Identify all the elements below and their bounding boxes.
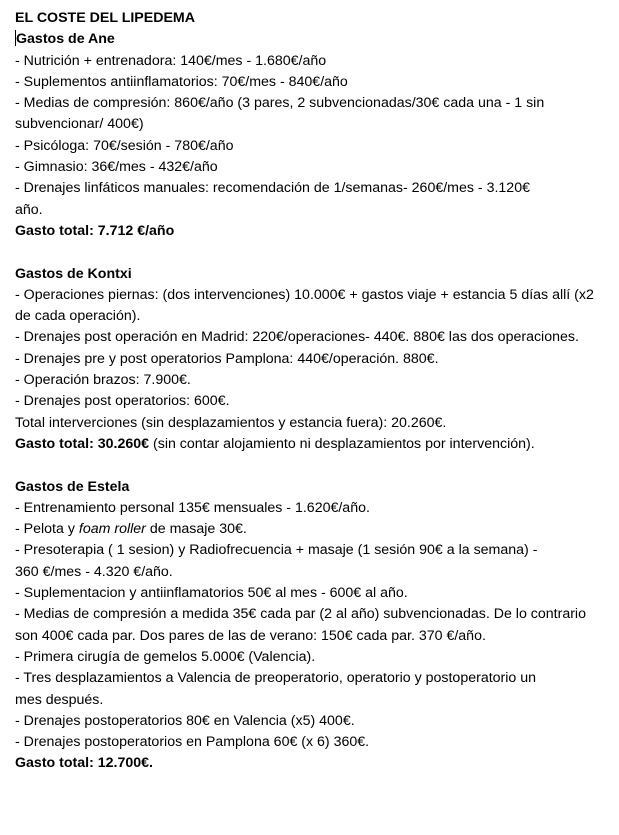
list-item: - Medias de compresión a medida 35€ cada par (2 al año) subvencionadas. De lo contrario son 400€ cada par. Dos pares de las de verano: 150€ cada par. 370 €/año. — [15, 606, 586, 644]
total-kontxi-note: (sin contar alojamiento ni desplazamientos por intervención). — [149, 435, 535, 452]
list-item: - Operación brazos: 7.900€. — [15, 372, 191, 389]
list-item: - Primera cirugía de gemelos 5.000€ (Valencia). — [15, 648, 316, 665]
section-heading-ane-text: Gastos de Ane — [16, 31, 115, 48]
list-item: - Operaciones piernas: (dos intervenciones) 10.000€ + gastos viaje + estancia 5 días allí (x2 de cada operación). — [15, 286, 594, 325]
list-item: - Drenajes post operatorios: 600€. — [15, 393, 230, 410]
total-ane: Gasto total: 7.712 €/año — [15, 222, 175, 239]
list-item: - Psicóloga: 70€/sesión - 780€/año — [15, 137, 234, 154]
list-item: - Drenajes pre y post operatorios Pamplona: 440€/operación. 880€. — [15, 350, 439, 367]
list-item: - Nutrición + entrenadora: 140€/mes - 1.680€/año — [15, 52, 327, 69]
list-item: - Medias de compresión: 860€/año (3 pares, 2 subvencionadas/30€ cada una - 1 sin subvencionar/ 400€) — [15, 95, 545, 133]
list-item: - Entrenamiento personal 135€ mensuales - 1.620€/año. — [15, 499, 370, 516]
total-kontxi — [15, 434, 555, 455]
section-spacer — [15, 242, 609, 263]
total-kontxi-label: Gasto total: 30.260€ — [15, 435, 150, 452]
pelota-text-italic: foam roller — [78, 521, 146, 538]
list-item: - Suplementos antiinflamatorios: 70€/mes - 840€/año — [15, 73, 348, 90]
list-item: - Tres desplazamientos a Valencia de preoperatorio, operatorio y postoperatorio un mes después. — [15, 670, 537, 708]
list-item: - Gimnasio: 36€/mes - 432€/año — [15, 159, 218, 176]
section-heading-ane — [15, 29, 609, 50]
list-item: - Drenajes postoperatorios 80€ en Valencia (x5) 400€. — [15, 712, 355, 729]
list-item: - Drenajes linfáticos manuales: recomendación de 1/semanas- 260€/mes - 3.120€ año. — [15, 180, 530, 218]
section-heading-kontxi: Gastos de Kontxi — [15, 265, 132, 282]
list-item: Total interverciones (sin desplazamientos y estancia fuera): 20.260€. — [15, 414, 447, 431]
section-spacer — [15, 455, 609, 476]
section-heading-estela: Gastos de Estela — [15, 478, 130, 495]
total-estela: Gasto total: 12.700€. — [15, 755, 153, 772]
list-item: - Suplementacion y antiinflamatorios 50€ al mes - 600€ al año. — [15, 585, 408, 602]
list-item: - Drenajes post operación en Madrid: 220€/operaciones- 440€. 880€ las dos operaciones. — [15, 329, 579, 346]
document-title: EL COSTE DEL LIPEDEMA — [15, 10, 195, 26]
pelota-text-after: de masaje 30€. — [145, 521, 247, 538]
list-item-pelota — [15, 519, 609, 540]
pelota-text-before: - Pelota y — [15, 521, 79, 538]
list-item: - Presoterapia ( 1 sesion) y Radiofrecuencia + masaje (1 sesión 90€ a la semana) - 360 €/mes - 4.320 €/año. — [15, 542, 538, 580]
list-item: - Drenajes postoperatorios en Pamplona 60€ (x 6) 360€. — [15, 734, 370, 751]
